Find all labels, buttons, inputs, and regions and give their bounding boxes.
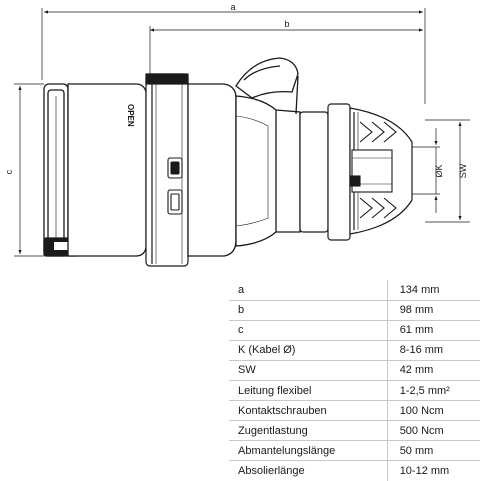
spec-value: 61 mm [387,320,480,340]
spec-label: Absolierlänge [238,465,305,478]
spec-row [229,461,480,481]
spec-value: 1-2,5 mm² [387,380,480,400]
spec-label: c [229,320,387,340]
brand-mark-text: OPEN [126,104,135,127]
spec-value: 98 mm [387,300,480,320]
spec-row [229,280,480,300]
dimension-c [14,84,44,256]
brand-mark [126,104,135,127]
spec-value: 134 mm [387,280,480,300]
spec-label: b [229,300,387,320]
spec-label: SW [229,360,387,380]
spec-row [229,340,480,360]
spec-row [229,300,480,320]
spec-row [229,441,480,461]
dimension-k-label: ØK [434,164,444,178]
spec-value: 8-16 mm [387,340,480,360]
spec-row [229,320,480,340]
spec-value: 10-12 mm [387,461,480,481]
dimension-sw-label: SW [458,163,468,179]
cable-sleeve [236,76,300,246]
spec-table-body [229,280,480,481]
dimension-a-label: a [230,2,236,12]
spec-label: a [229,280,387,300]
spec-label: Kontaktschrauben [229,401,387,421]
hinged-lid [236,58,298,98]
spec-value: 100 Ncm [387,401,480,421]
dimension-c-label: c [4,169,14,175]
spec-row [229,360,480,380]
spec-value: 500 Ncm [387,421,480,441]
spec-table [229,280,480,481]
spec-label: Abmantelungslänge [229,441,387,461]
spec-label: Leitung flexibel [229,380,387,400]
spec-row [229,421,480,441]
spec-row [229,380,480,400]
spec-label: K (Kabel Ø) [229,340,387,360]
spec-value: 50 mm [387,441,480,461]
spec-row [229,401,480,421]
coupling-body [188,84,236,256]
spec-value: 42 mm [387,360,480,380]
dimension-b-label: b [284,19,290,29]
spec-label: Zugentlastung [229,421,387,441]
